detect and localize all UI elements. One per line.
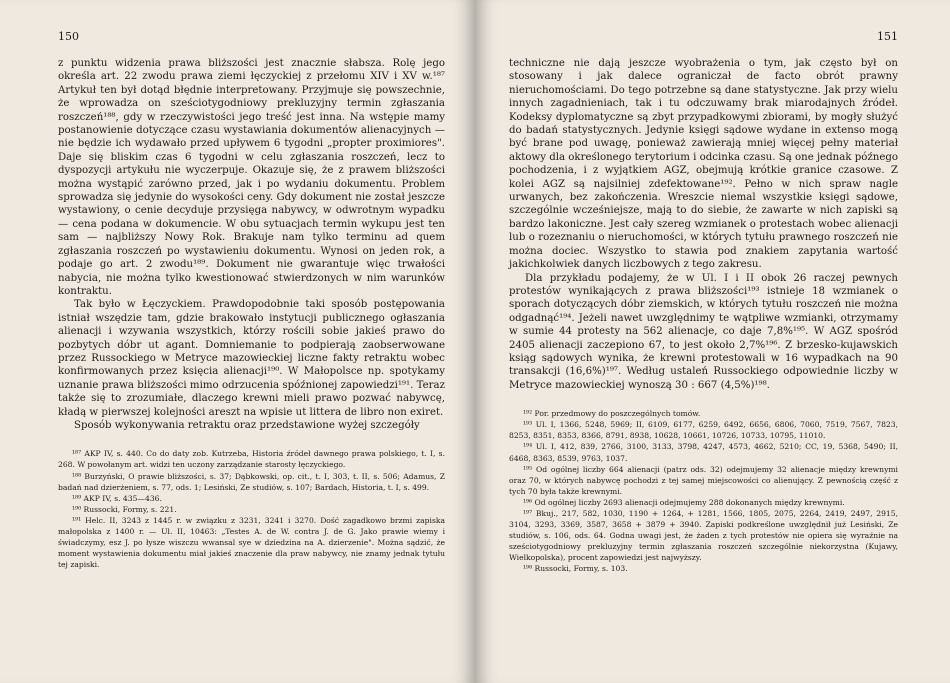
paragraph: Dla przykładu podajemy, że w Ul. I i II obok 26 raczej pewnych protestów wynikających z prawa bliższości¹⁹³ istnieje 18 wzmianek o sporach dotyczących dóbr ziemskich, w których tytułu roszczeń nie można odgadnąć¹⁹⁴. Jeżeli nawet uwzględnimy te wątpliwe wzmianki, otrzymamy w sumie 44 protesty na 562 alienacje, co daje 7,8%¹⁹⁵. W AGZ spośród 2405 alienacji zaczepiono 67, to jest około 2,7%¹⁹⁶. Z brzesko-kujawskich ksiąg sądowych wynika, że krewni protestowali w 16 wypadkach na 90 transakcji (16,6%)¹⁹⁷. Według ustaleń Russockiego odpowiednie liczby w Metryce mazowieckiej wynoszą 30 : 667 (4,5%)¹⁹⁸. xyxy=(509,272,898,391)
footnote: ¹⁸⁸ Burzyński, O prawie bliższości, s. 37; Dąbkowski, op. cit., t. I, 303, t. II, s. 506; Adamus, Z badań nad dzierżeniem, s. 77, ods. 1; Lesiński, Ze studiów, s. 107; Bardach, Historia, t. I, s. 499. xyxy=(58,471,445,492)
main-text xyxy=(509,57,898,392)
footnote: ¹⁹³ Ul. I, 1366, 5248, 5969; II, 6109, 6177, 6259, 6492, 6656, 6806, 7060, 7519, 7567, 7823, 8253, 8351, 8353, 8366, 8791, 8938, 10628, 10661, 10726, 10733, 10795, 11010. xyxy=(509,420,898,441)
footnote: ¹⁹⁵ Od ogólnej liczby 664 alienacji (patrz ods. 32) odejmujemy 32 alienacje między krewnymi oraz 70, w których nabywcę pochodzi z tej samej miejscowości co alienujący. Z pewnością część z tych 70 była także krewnymi. xyxy=(509,464,898,496)
page-number: 151 xyxy=(877,30,898,43)
footnote: ¹⁸⁷ AKP IV, s. 440. Co do daty zob. Kutrzeba, Historia źródeł dawnego prawa polskiego, t. I, s. 268. W powołanym art. widzi ten uczony zarządzanie starosty łęczyckiego. xyxy=(58,449,445,470)
footnote: ¹⁹⁶ Od ogólnej liczby 2693 alienacji odejmujemy 288 dokonanych między krewnymi. xyxy=(523,497,845,507)
footnote: ¹⁹⁴ Ul. I, 412, 839, 2766, 3100, 3133, 3798, 4247, 4573, 4662, 5210; CC, 19, 5368, 5490; II, 6468, 8363, 8539, 9763, 1037. xyxy=(509,442,898,463)
footnote: ¹⁹⁷ Bkuj., 217, 582, 1030, 1190 + 1264, + 1281, 1566, 1805, 2075, 2264, 2419, 2497, 2915, 3104, 3293, 3369, 3587, 3658 + 3879 + 3940. Zapiski podkreślone uwzględnił już Lesiński, Ze studiów, s. 106, ods. 64. Godna uwagi jest, że żaden z tych protestów nie opiera się wyraźnie na sześciotygodniowy prekluzyjny termin zgłaszania roszczeń szczególnie niekorzystna (Kujawy, Wielkopolska), procent zapowiedzi jest najwyższy. xyxy=(509,509,898,563)
footnote: ¹⁸⁹ AKP IV, s. 435—436. xyxy=(72,493,162,503)
page-number: 150 xyxy=(58,30,79,43)
paragraph: Tak było w Łęczyckiem. Prawdopodobnie taki sposób postępowania istniał wszędzie tam, gdzie brakowało instytucji publicznego ogłaszania alienacji i wzywania wszystkich, którzy rościli sobie jakieś prawo do pozbytych dóbr ut agant. Domniemanie to podpierają zaobserwowane przez Russockiego w Metryce mazowieckiej liczne fakty retraktu wobec konfirmowanych przez księcia alienacji¹⁹⁰. W Małopolsce np. spotykamy uznanie prawa bliższości mimo odrzucenia spóźnionej zapowiedzi¹⁹¹. Teraz także się to zrozumiałe, dlaczego krewni mieli prawo pozwać nabywcę, kładą w pierwszej kolejności areszt na wpisie ut littera de libro non exiret. xyxy=(58,299,445,418)
footnote: ¹⁹² Por. przedmowy do poszczególnych tomów. xyxy=(523,409,701,419)
paragraph: techniczne nie dają jeszcze wyobrażenia o tym, jak często był on stosowany i jak dalece ograniczał de facto obrót prawny nieruchomościami. Do tego potrzebne są dane statystyczne. Jak przy wielu innych zagadnieniach, tak i tu odczuwamy brak miarodajnych źródeł. Kodeksy dyplomatyczne są zbyt przypadkowymi zbiorami, by mogły służyć do badań statystycznych. Jedynie księgi sądowe wydane in extenso mogą być brane pod uwagę, ponieważ zawierają mniej więcej pełny materiał aktowy dla określonego terytorium i odcinka czasu. Są one jednak późnego pochodzenia, i z wyjątkiem AGZ, obejmują krótkie granice czasowe. Z kolei AGZ są najsilniej zdefektowane¹⁹². Pełno w nich spraw nagle urwanych, bez zakończenia. Wreszcie niemal wszystkie księgi sądowe, szczególnie wcześniejsze, mają to do siebie, że zawarte w nich zapiski są bardzo lakoniczne. Jest cały szereg wzmianek o protestach wobec alienacji lub o rozeznaniu o nieruchomości, w których tytułu prawnego roszczeń nie można dociec. Wszystko to stawia pod znakiem zapytania wartość jakichkolwiek danych liczbowych z tego zakresu. xyxy=(509,58,899,271)
footnote: ¹⁹⁰ Russocki, Formy, s. 221. xyxy=(72,504,177,514)
footnote: ¹⁹⁸ Russocki, Formy, s. 103. xyxy=(523,564,628,574)
paragraph: z punktu widzenia prawa bliższości jest znacznie słabsza. Rolę jego określa art. 22 zwodu prawa ziemi łęczyckiej z przełomu XIV i XV w.¹⁸⁷ Artykuł ten był dotąd błędnie interpretowany. Przyjmuje się powszechnie, że wprowadza on sześciotygodniowy prekluzyjny termin zgłaszania roszczeń¹⁸⁸, gdy w rzeczywistości jego treść jest inna. Na wstępie mamy postanowienie dotyczące czasu wystawiania dokumentów alienacyjnych — nie będzie ich wydawało przed upływem 6 tygodni „propter proximiores". Daje się bliskim czas 6 tygodni w celu zgłaszania roszczeń, lecz to dyspozycji artykułu nie wyczerpuje. Okazuje się, że z prawem bliższości można wystąpić zarówno przed, jak i po wydaniu dokumentu. Problem sprowadza się jedynie do wysokości ceny. Gdy dokument nie został jeszcze wystawiony, o cenie decyduje przysięga nabywcy, w odwrotnym wypadku — cena podana w dokumencie. W obu sytuacjach termin wykupu jest ten sam — najbliższy Nowy Rok. Brakuje nam tylko terminu ad quem zgłaszania roszczeń po wystawieniu dokumentu. Wynosi on jeden rok, a podaje go art. 2 zwodu¹⁸⁹. Dokument nie gwarantuje więc trwałości nabycia, nie można tylko kwestionować stwierdzonych w nim warunków kontraktu. xyxy=(58,58,445,297)
paragraph: Sposób wykonywania retraktu oraz przedstawione wyżej szczegóły xyxy=(74,419,420,431)
footnote: ¹⁹¹ Helc. II, 3243 z 1445 r. w związku z 3231, 3241 i 3270. Dość zagadkowo brzmi zapiska małopolska z 1400 r. — Ul. II, 10463: „Testes A. de W. contra J. de G. Jako prawie wiemy i świadczymy, esz J. po łysze wiszczu wwansal sye w dziedzina na A. dzierzenie". Można sądzić, że moment wystawienia dokumentu miał jakieś znaczenie dla praw nabywcy, nie znamy jednak tytułu tej zapiski. xyxy=(58,515,445,570)
main-text xyxy=(58,57,445,432)
right-page xyxy=(475,0,950,683)
footnotes xyxy=(58,448,445,570)
footnotes xyxy=(509,408,898,574)
